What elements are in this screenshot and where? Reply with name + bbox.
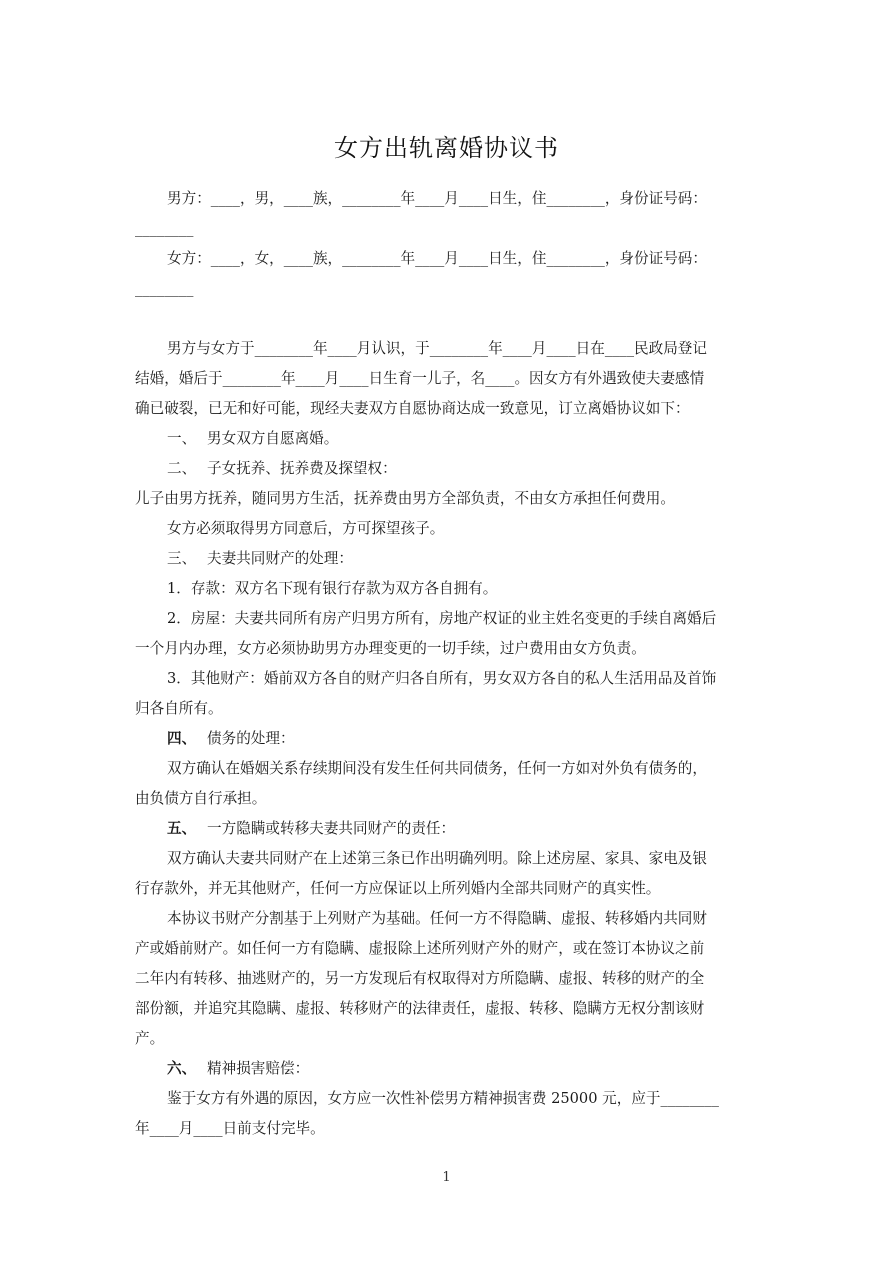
section-number: 二、 [167, 460, 197, 477]
section-title: 夫妻共同财产的处理： [207, 550, 353, 567]
paragraph-line: 一个月内办理，女方必须协助男方办理变更的一切手续，过户费用由女方负责。 [135, 640, 646, 657]
paragraph-line: 年____月____日前支付完毕。 [135, 1120, 325, 1137]
section-title: 子女抚养、抚养费及探望权： [207, 460, 397, 477]
section-number: 一、 [167, 430, 197, 447]
paragraph-line: 女方必须取得男方同意后，方可探望孩子。 [167, 520, 445, 537]
paragraph-line: 产或婚前财产。如任何一方有隐瞒、虚报除上述所列财产外的财产，或在签订本协议之前 [135, 940, 705, 957]
paragraph-line: 本协议书财产分割基于上列财产为基础。任何一方不得隐瞒、虚报、转移婚内共同财 [167, 910, 707, 927]
female-id-blank: ________ [135, 280, 194, 297]
section-title: 精神损害赔偿： [207, 1060, 310, 1077]
paragraph-line: 产。 [135, 1030, 165, 1047]
paragraph-line: 3．其他财产：婚前双方各自的财产归各自所有，男女双方各自的私人生活用品及首饰 [167, 670, 717, 687]
paragraph-line: 归各自所有。 [135, 700, 223, 717]
paragraph-line: 由负债方自行承担。 [135, 790, 267, 807]
paragraph-line: 部份额，并追究其隐瞒、虚报、转移财产的法律责任，虚报、转移、隐瞒方无权分割该财 [135, 1000, 705, 1017]
section-heading [167, 1059, 760, 1079]
female-party-line: 女方：____，女，____族，________年____月____日生，住________，身份证号码： [167, 250, 707, 267]
paragraph-line: 行存款外，并无其他财产，任何一方应保证以上所列婚内全部共同财产的真实性。 [135, 880, 661, 897]
paragraph-line: 1．存款：双方名下现有银行存款为双方各自拥有。 [167, 580, 498, 597]
section-heading [167, 429, 760, 449]
section-number: 四、 [167, 730, 197, 747]
section-heading [167, 819, 760, 839]
section-heading [167, 549, 760, 569]
paragraph-line: 结婚，婚后于________年____月____日生育一儿子，名____。因女方有外遇致使夫妻感情 [135, 370, 705, 387]
paragraph-line: 双方确认夫妻共同财产在上述第三条已作出明确列明。除上述房屋、家具、家电及银 [167, 850, 707, 867]
paragraph-line: 男方与女方于________年____月认识，于________年____月____日在____民政局登记 [167, 340, 707, 357]
section-number: 三、 [167, 550, 197, 567]
paragraph-line: 双方确认在婚姻关系存续期间没有发生任何共同债务，任何一方如对外负有债务的， [167, 760, 707, 777]
paragraph-line: 鉴于女方有外遇的原因，女方应一次性补偿男方精神损害费 25000 元，应于________ [167, 1090, 719, 1107]
section-heading [167, 729, 760, 749]
paragraph-line: 二年内有转移、抽逃财产的，另一方发现后有权取得对方所隐瞒、虚报、转移的财产的全 [135, 970, 705, 987]
male-id-blank: ________ [135, 220, 194, 237]
section-number: 五、 [167, 820, 197, 837]
section-number: 六、 [167, 1060, 197, 1077]
paragraph-line: 儿子由男方抚养，随同男方生活，抚养费由男方全部负责，不由女方承担任何费用。 [135, 490, 675, 507]
document-title: 女方出轨离婚协议书 [334, 134, 559, 162]
section-title: 债务的处理： [207, 730, 295, 747]
section-heading [167, 459, 760, 479]
section-title: 一方隐瞒或转移夫妻共同财产的责任： [207, 820, 456, 837]
page-number: 1 [442, 1170, 451, 1185]
section-title: 男女双方自愿离婚。 [207, 430, 339, 447]
paragraph-line: 确已破裂，已无和好可能，现经夫妻双方自愿协商达成一致意见，订立离婚协议如下： [135, 400, 690, 417]
paragraph-line: 2．房屋：夫妻共同所有房产归男方所有，房地产权证的业主姓名变更的手续自离婚后 [167, 610, 717, 627]
male-party-line: 男方：____，男，____族，________年____月____日生，住________，身份证号码： [167, 190, 707, 207]
